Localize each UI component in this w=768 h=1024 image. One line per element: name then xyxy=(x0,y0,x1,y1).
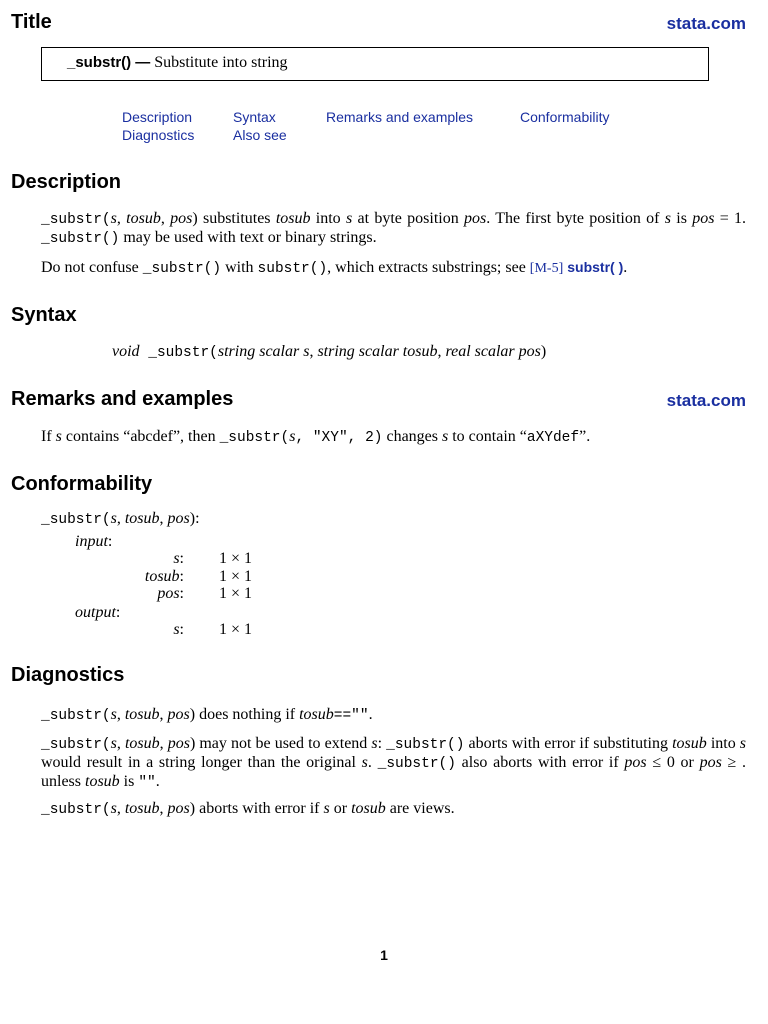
title-box xyxy=(41,47,709,81)
conf-row-label: s: xyxy=(173,550,184,567)
nav-syntax[interactable]: Syntax xyxy=(233,109,276,125)
nav-remarks[interactable]: Remarks and examples xyxy=(326,109,474,125)
conf-row-dim: 1 × 1 xyxy=(219,568,253,585)
conf-row-label: s: xyxy=(173,621,184,638)
conformability-heading: Conformability xyxy=(11,473,153,495)
diagnostics-paragraph-3: _substr(s, tosub, pos) aborts with error if s or tosub are views. xyxy=(41,800,455,818)
title-dash: — xyxy=(135,54,151,71)
diagnostics-paragraph-2: _substr(s, tosub, pos) may not be used to extend s: _substr() aborts with error if substituting tosub into s would result in a string longer than the original s. _substr() also aborts with error if pos ≤ 0 or pos ≥ . unless tosub is "". xyxy=(41,735,747,791)
conf-row-dim: 1 × 1 xyxy=(219,621,253,638)
page-number: 1 xyxy=(380,947,388,963)
diagnostics-heading: Diagnostics xyxy=(11,664,125,686)
nav-conformability[interactable]: Conformability xyxy=(520,109,610,125)
syntax-heading: Syntax xyxy=(11,304,77,326)
conf-row-label: tosub: xyxy=(144,568,184,585)
command-name: _substr() xyxy=(67,54,132,71)
conf-row-label: pos: xyxy=(157,585,184,602)
description-paragraph-1: _substr(s, tosub, pos) substitutes tosub into s at byte position pos. The first byte position of s is pos = 1. _substr() may be used with text or binary strings. xyxy=(41,210,747,247)
nav-diagnostics[interactable]: Diagnostics xyxy=(122,127,195,143)
remarks-heading: Remarks and examples xyxy=(11,388,234,410)
conf-row-dim: 1 × 1 xyxy=(219,550,253,567)
command-summary: Substitute into string xyxy=(154,54,288,71)
page-title: Title xyxy=(11,11,52,33)
description-heading: Description xyxy=(11,171,122,193)
description-paragraph-2: Do not confuse _substr() with substr(), which extracts substrings; see [M-5] substr( ). xyxy=(41,259,628,277)
remarks-paragraph: If s contains “abcdef”, then _substr(s, "XY", 2) changes s to contain “aXYdef”. xyxy=(41,428,591,446)
output-label: output: xyxy=(75,604,121,621)
nav-description[interactable]: Description xyxy=(122,109,193,125)
title-box-content xyxy=(67,54,288,72)
nav-also-see[interactable]: Also see xyxy=(233,127,287,143)
manual-ref-link[interactable]: [M-5] xyxy=(529,261,564,276)
stata-link[interactable]: stata.com xyxy=(666,14,746,33)
conf-row-dim: 1 × 1 xyxy=(219,585,253,602)
substr-link[interactable]: substr( ) xyxy=(567,259,624,275)
diagnostics-paragraph-1: _substr(s, tosub, pos) does nothing if tosub=="". xyxy=(41,706,373,724)
conformability-signature: _substr(s, tosub, pos): xyxy=(41,510,200,528)
syntax-line: void _substr(string scalar s, string scalar tosub, real scalar pos) xyxy=(112,343,547,361)
input-label: input: xyxy=(75,533,113,550)
remarks-stata-link[interactable]: stata.com xyxy=(666,391,746,410)
